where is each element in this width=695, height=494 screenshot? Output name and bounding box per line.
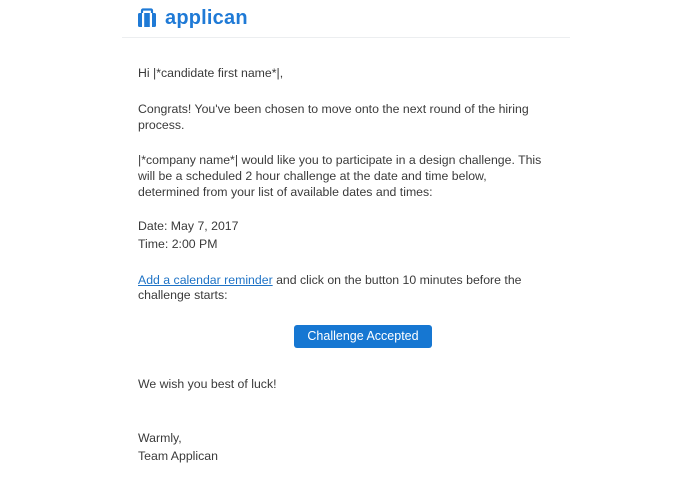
briefcase-icon — [137, 8, 157, 28]
greeting: Hi |*candidate first name*|, — [138, 66, 284, 80]
email-container — [122, 0, 570, 463]
challenge-line-2: will be a scheduled 2 hour challenge at the date and time below, — [138, 169, 487, 183]
signoff: Warmly, — [138, 431, 182, 445]
challenge-line-1: |*company name*| would like you to participate in a design challenge. This — [138, 153, 542, 167]
reminder-line-2: challenge starts: — [138, 288, 228, 302]
challenge-date: Date: May 7, 2017 — [138, 219, 239, 233]
signature: Team Applican — [138, 449, 218, 463]
calendar-reminder-link[interactable]: Add a calendar reminder — [138, 273, 273, 287]
reminder-text: and click on the button 10 minutes before the — [272, 273, 522, 287]
brand-name: applican — [165, 7, 248, 29]
challenge-line-3: determined from your list of available dates and times: — [138, 185, 433, 199]
challenge-accepted-button[interactable]: Challenge Accepted — [294, 325, 432, 348]
congrats-line-2: process. — [138, 118, 185, 132]
good-luck-text: We wish you best of luck! — [138, 377, 277, 391]
email-header — [122, 0, 570, 38]
challenge-time: Time: 2:00 PM — [138, 237, 218, 251]
congrats-line-1: Congrats! You've been chosen to move onto the next round of the hiring — [138, 102, 529, 116]
brand-logo — [137, 6, 248, 30]
